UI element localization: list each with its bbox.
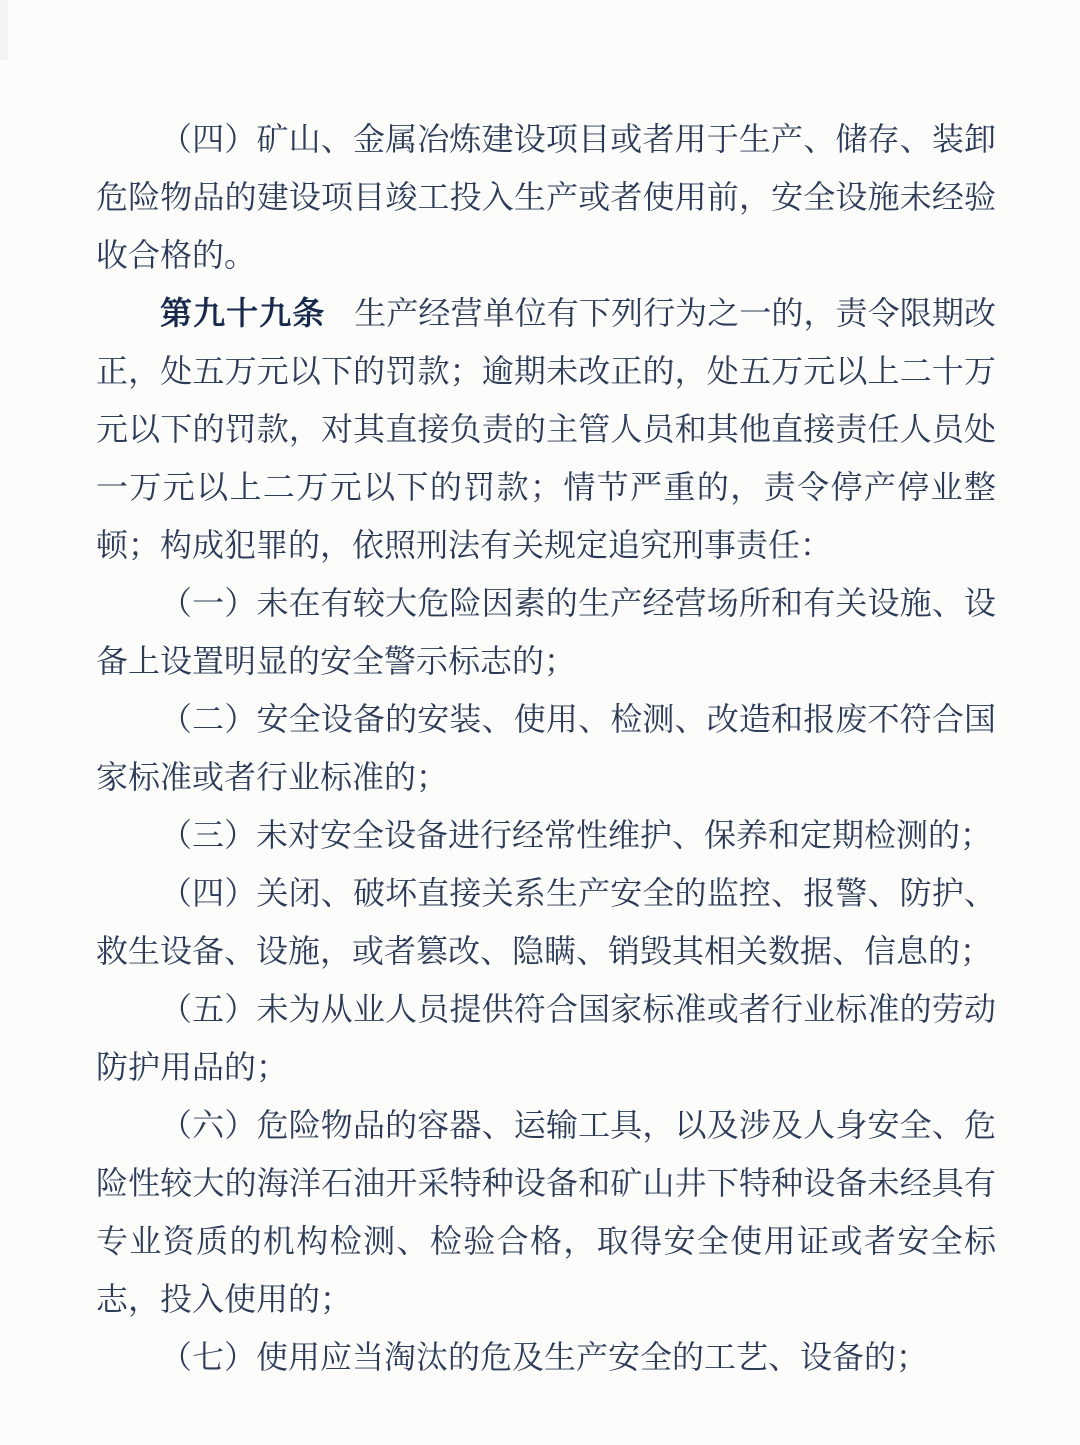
paragraph [96, 110, 996, 284]
paragraph-text: （三）未对安全设备进行经常性维护、保养和定期检测的； [160, 817, 993, 853]
paragraph [96, 980, 996, 1096]
scan-edge-artifact [0, 0, 8, 60]
paragraph-text: （一）未在有较大危险因素的生产经营场所和有关设施、设备上设置明显的安全警示标志的； [96, 585, 996, 679]
document-body [96, 110, 996, 1386]
paragraph-text: 生产经营单位有下列行为之一的，责令限期改正，处五万元以下的罚款；逾期未改正的，处五万元以上二十万元以下的罚款，对其直接负责的主管人员和其他直接责任人员处一万元以上二万元以下的罚款；情节严重的，责令停产停业整顿；构成犯罪的，依照刑法有关规定追究刑事责任： [96, 295, 996, 563]
paragraph [96, 284, 996, 574]
paragraph-text: （二）安全设备的安装、使用、检测、改造和报废不符合国家标准或者行业标准的； [96, 701, 996, 795]
paragraph-text: （五）未为从业人员提供符合国家标准或者行业标准的劳动防护用品的； [96, 991, 996, 1085]
paragraph [96, 806, 996, 864]
article-number: 第九十九条 [160, 295, 326, 331]
paragraph [96, 574, 996, 690]
paragraph-text: （六）危险物品的容器、运输工具，以及涉及人身安全、危险性较大的海洋石油开采特种设备和矿山井下特种设备未经具有专业资质的机构检测、检验合格，取得安全使用证或者安全标志，投入使用的； [96, 1107, 996, 1317]
paragraph [96, 1328, 996, 1386]
paragraph [96, 864, 996, 980]
paragraph-text: （七）使用应当淘汰的危及生产安全的工艺、设备的； [160, 1339, 929, 1375]
paragraph-text: （四）矿山、金属冶炼建设项目或者用于生产、储存、装卸危险物品的建设项目竣工投入生产或者使用前，安全设施未经验收合格的。 [96, 121, 996, 273]
paragraph-text: （四）关闭、破坏直接关系生产安全的监控、报警、防护、救生设备、设施，或者篡改、隐瞒、销毁其相关数据、信息的； [96, 875, 996, 969]
paragraph [96, 690, 996, 806]
paragraph [96, 1096, 996, 1328]
